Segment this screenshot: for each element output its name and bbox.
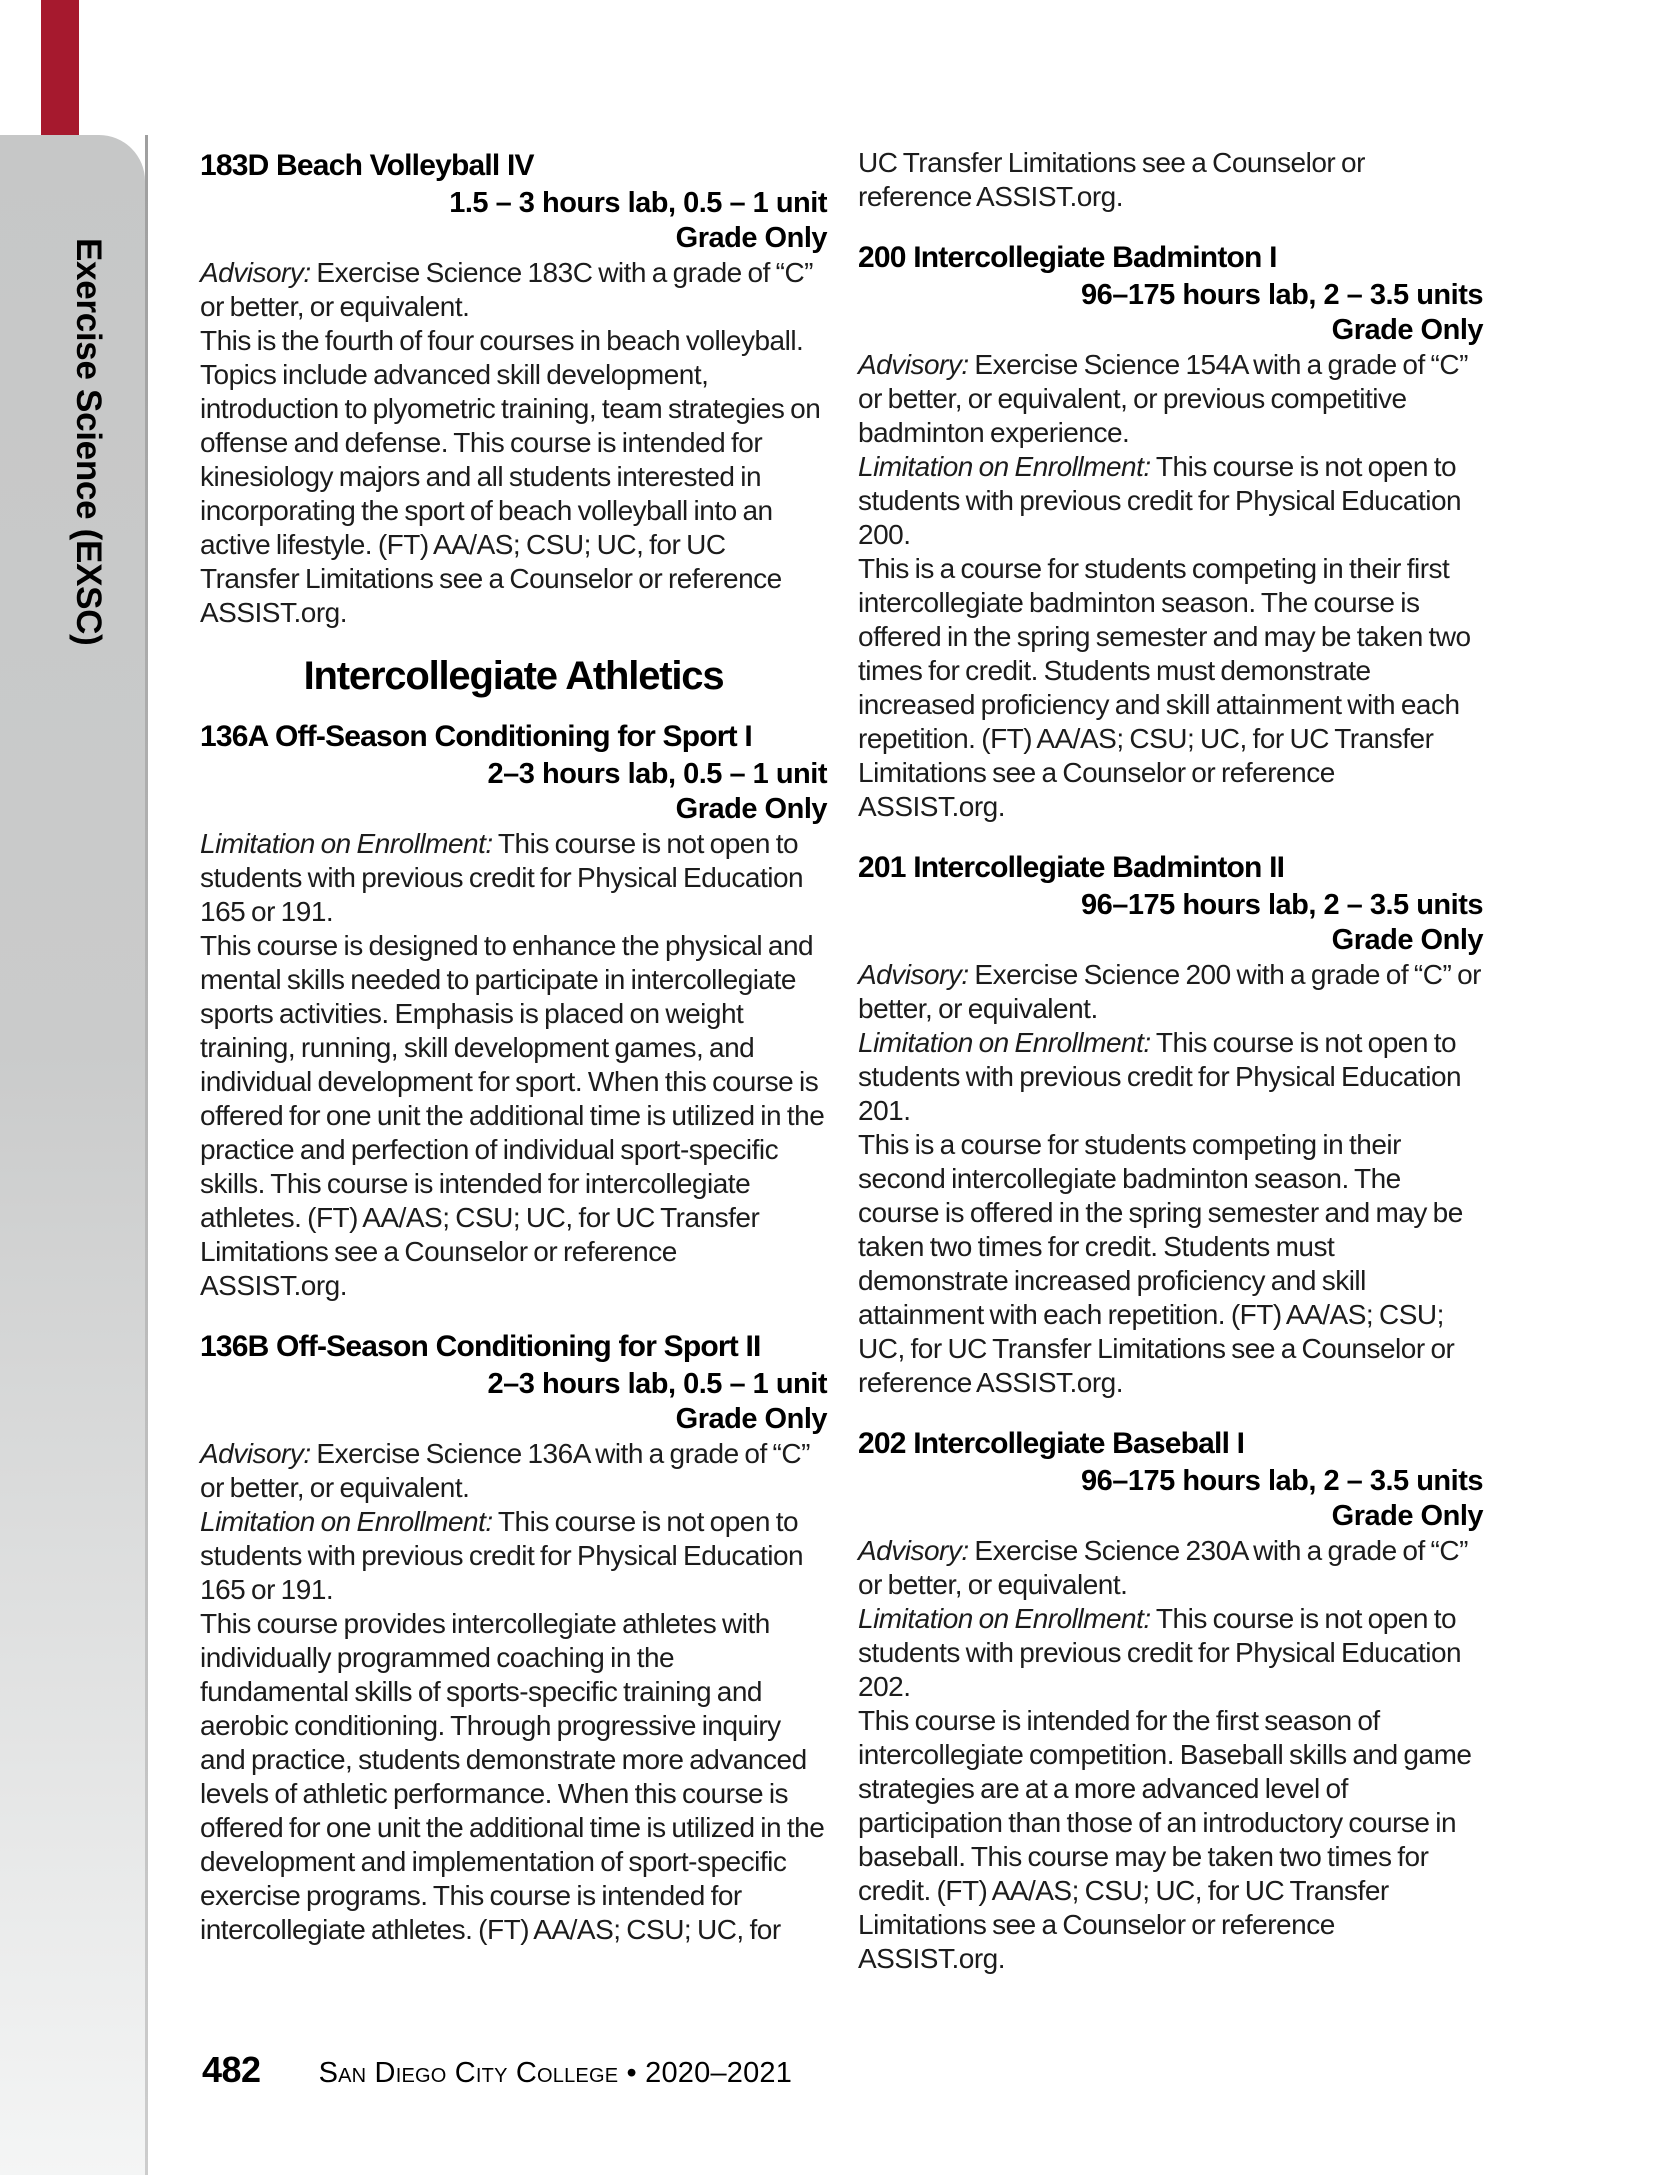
limitation-text: This course is not open to students with previous credit for Physical Education 165 or 191.	[200, 1506, 804, 1605]
limitation-text: This course is not open to students with previous credit for Physical Education 200.	[858, 451, 1462, 550]
red-index-tab	[41, 0, 79, 157]
right-column	[858, 146, 1483, 2000]
course-grading: Grade Only	[1331, 314, 1483, 346]
course-description: This is a course for students competing in their first intercollegiate badminton season. The course is offered in the spring semester and may be taken two times for credit. Students must demonstrate increased proficiency and skill attainment with each repetition. (FT) AA/AS; CSU; UC, for UC Transfer Limitations see a Counselor or reference ASSIST.org.	[858, 553, 1471, 822]
course-title: 136B Off-Season Conditioning for Sport II	[200, 1330, 761, 1363]
course-grading: Grade Only	[675, 1403, 827, 1435]
course-limitation	[200, 827, 827, 929]
limitation-lead: Limitation on Enrollment:	[200, 1506, 493, 1537]
course-hours: 1.5 – 3 hours lab, 0.5 – 1 unit	[449, 187, 827, 219]
course-limitation	[200, 1505, 827, 1607]
advisory-text: Exercise Science 183C with a grade of “C” or better, or equivalent.	[200, 257, 814, 322]
course-advisory	[858, 1534, 1483, 1602]
sidebar-section-label: Exercise Science (EXSC)	[69, 238, 108, 646]
advisory-lead: Advisory:	[200, 257, 311, 288]
page-footer	[202, 2049, 792, 2091]
course-description: This is the fourth of four courses in beach volleyball. Topics include advanced skill development, introduction to plyometric training, team strategies on offense and defense. This course is intended for kinesiology majors and all students interested in incorporating the sport of beach volleyball into an active lifestyle. (FT) AA/AS; CSU; UC, for UC Transfer Limitations see a Counselor or reference ASSIST.org.	[200, 325, 821, 628]
course-advisory	[858, 348, 1483, 450]
sidebar-panel-border	[145, 135, 148, 2175]
course-description: This course is intended for the first season of intercollegiate competition. Baseball skills and game strategies are at a more advanced level of participation than those of an introductory course in baseball. This course may be taken two times for credit. (FT) AA/AS; CSU; UC, for UC Transfer Limitations see a Counselor or reference ASSIST.org.	[858, 1705, 1472, 1974]
advisory-text: Exercise Science 200 with a grade of “C” or better, or equivalent.	[858, 959, 1481, 1024]
limitation-lead: Limitation on Enrollment:	[200, 828, 493, 859]
course-183d	[200, 146, 827, 630]
limitation-lead: Limitation on Enrollment:	[858, 1027, 1151, 1058]
course-advisory	[858, 958, 1483, 1026]
course-grading: Grade Only	[1331, 1500, 1483, 1532]
course-title: 200 Intercollegiate Badminton I	[858, 241, 1277, 274]
advisory-lead: Advisory:	[858, 1535, 969, 1566]
advisory-lead: Advisory:	[858, 959, 969, 990]
course-title: 202 Intercollegiate Baseball I	[858, 1427, 1245, 1460]
course-hours: 96–175 hours lab, 2 – 3.5 units	[1081, 1465, 1483, 1497]
course-hours: 96–175 hours lab, 2 – 3.5 units	[1081, 889, 1483, 921]
course-title: 201 Intercollegiate Badminton II	[858, 851, 1285, 884]
course-200	[858, 238, 1483, 824]
limitation-text: This course is not open to students with previous credit for Physical Education 165 or 191.	[200, 828, 804, 927]
course-description: This course is designed to enhance the physical and mental skills needed to participate in intercollegiate sports activities. Emphasis is placed on weight training, running, skill development games, and individual development for sport. When this course is offered for one unit the additional time is utilized in the practice and perfection of individual sport-specific skills. This course is intended for intercollegiate athletes. (FT) AA/AS; CSU; UC, for UC Transfer Limitations see a Counselor or reference ASSIST.org.	[200, 930, 825, 1301]
footer-college-text: San Diego City College • 2020–2021	[318, 2057, 793, 2089]
advisory-lead: Advisory:	[200, 1438, 311, 1469]
limitation-lead: Limitation on Enrollment:	[858, 1603, 1151, 1634]
course-hours: 2–3 hours lab, 0.5 – 1 unit	[487, 1368, 827, 1400]
column-continuation-text: UC Transfer Limitations see a Counselor or reference ASSIST.org.	[858, 147, 1365, 212]
course-hours: 2–3 hours lab, 0.5 – 1 unit	[487, 758, 827, 790]
course-136b	[200, 1327, 827, 1947]
page-number: 482	[202, 2049, 261, 2090]
limitation-text: This course is not open to students with previous credit for Physical Education 201.	[858, 1027, 1462, 1126]
course-title: 136A Off-Season Conditioning for Sport I	[200, 720, 752, 753]
course-grading: Grade Only	[675, 222, 827, 254]
limitation-lead: Limitation on Enrollment:	[858, 451, 1151, 482]
advisory-text: Exercise Science 230A with a grade of “C” or better, or equivalent.	[858, 1535, 1468, 1600]
limitation-text: This course is not open to students with previous credit for Physical Education 202.	[858, 1603, 1462, 1702]
course-hours: 96–175 hours lab, 2 – 3.5 units	[1081, 279, 1483, 311]
course-201	[858, 848, 1483, 1400]
course-limitation	[858, 450, 1483, 552]
course-advisory	[200, 256, 827, 324]
course-title: 183D Beach Volleyball IV	[200, 149, 534, 182]
left-column	[200, 146, 827, 1971]
course-grading: Grade Only	[1331, 924, 1483, 956]
advisory-lead: Advisory:	[858, 349, 969, 380]
course-limitation	[858, 1602, 1483, 1704]
section-heading: Intercollegiate Athletics	[303, 654, 724, 698]
course-description: This course provides intercollegiate athletes with individually programmed coaching in the fundamental skills of sports-specific training and aerobic conditioning. Through progressive inquiry and practice, students demonstrate more advanced levels of athletic performance. When this course is offered for one unit the additional time is utilized in the development and implementation of sport-specific exercise programs. This course is intended for intercollegiate athletes. (FT) AA/AS; CSU; UC, for	[200, 1608, 825, 1945]
course-description: This is a course for students competing in their second intercollegiate badminton season. The course is offered in the spring semester and may be taken two times for credit. Students must demonstrate increased proficiency and skill attainment with each repetition. (FT) AA/AS; CSU; UC, for UC Transfer Limitations see a Counselor or reference ASSIST.org.	[858, 1129, 1463, 1398]
course-136a	[200, 717, 827, 1303]
advisory-text: Exercise Science 154A with a grade of “C” or better, or equivalent, or previous competitive badminton experience.	[858, 349, 1468, 448]
course-202	[858, 1424, 1483, 1976]
advisory-text: Exercise Science 136A with a grade of “C” or better, or equivalent.	[200, 1438, 810, 1503]
course-advisory	[200, 1437, 827, 1505]
course-limitation	[858, 1026, 1483, 1128]
course-grading: Grade Only	[675, 793, 827, 825]
